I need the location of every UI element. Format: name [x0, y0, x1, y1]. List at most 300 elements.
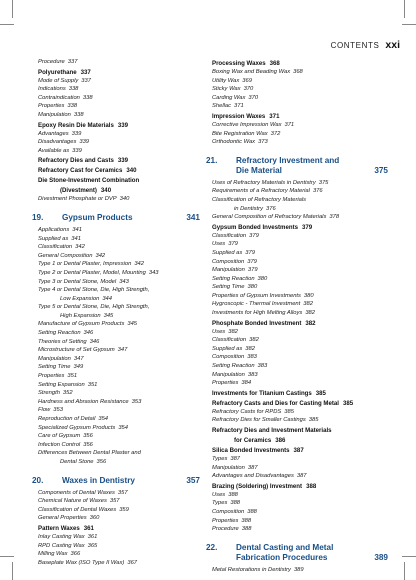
- entry-title: General Composition of Refractory Materials: [212, 214, 327, 221]
- entry-page-number: 385: [343, 399, 354, 407]
- entry-page-number: 378: [329, 214, 340, 221]
- entry-title: Setting Reaction: [212, 363, 255, 370]
- toc-entry: [212, 455, 388, 464]
- toc-entry: [212, 328, 388, 337]
- entry-page-number: 361: [83, 524, 94, 532]
- entry-page-number: 337: [80, 68, 91, 76]
- toc-entry: [38, 372, 200, 381]
- entry-title: Composition: [212, 354, 245, 361]
- entry-page-number: 382: [228, 328, 238, 335]
- toc-entry: [38, 398, 200, 407]
- entry-title: Refractory Dies and Investment Materials: [212, 427, 332, 434]
- entry-title: Hardness and Abrasion Resistance: [38, 398, 129, 405]
- entry-title: Epoxy Resin Die Materials: [38, 121, 114, 129]
- chapter-page-number: 389: [374, 552, 388, 562]
- entry-page-number: 375: [318, 179, 329, 186]
- toc-entry: [212, 371, 388, 380]
- entry-title: Setting Expansion: [38, 381, 85, 388]
- entry-page-number: 338: [68, 86, 79, 93]
- entry-page-number: 368: [269, 60, 280, 67]
- entry-page-number: 338: [67, 103, 78, 110]
- toc-entry: [38, 415, 200, 424]
- entry-page-number: 382: [249, 337, 259, 344]
- entry-page-number: 338: [82, 94, 93, 101]
- entry-page-number: 388: [306, 482, 317, 490]
- entry-title: Types: [212, 456, 228, 462]
- entry-page-number: 379: [302, 223, 313, 231]
- entry-title: Inlay Casting Wax: [38, 533, 85, 540]
- toc-entry: [212, 102, 388, 111]
- entry-title: (Divestment): [60, 187, 97, 195]
- entry-page-number: 360: [89, 515, 100, 522]
- entry-title: High Expansion: [60, 312, 101, 319]
- toc-entry: [212, 258, 388, 267]
- entry-title: Refractory Cast for Ceramics: [38, 167, 123, 175]
- entry-title: Brazing (Soldering) Investment: [212, 482, 303, 490]
- toc-entry: [212, 196, 388, 205]
- entry-page-number: 388: [241, 526, 252, 533]
- toc-entry: [38, 514, 200, 523]
- entry-title: Pattern Waxes: [38, 524, 80, 532]
- toc-entry: [212, 408, 388, 417]
- entry-title: Classification of Dental Waxes: [38, 506, 117, 513]
- crop-mark: [404, 562, 405, 580]
- chapter-page-number: 375: [374, 165, 388, 175]
- toc-entry: [212, 283, 388, 292]
- toc-entry: [38, 458, 200, 467]
- entry-title: Classification: [38, 244, 73, 251]
- entry-title: Die Stone-Investment Combination: [38, 177, 140, 185]
- toc-entry: [212, 187, 388, 196]
- toc-entry: [38, 346, 200, 355]
- chapter-number: 20.: [32, 475, 44, 485]
- entry-page-number: 389: [293, 566, 304, 573]
- toc-section-heading: [212, 389, 388, 398]
- entry-page-number: 349: [73, 364, 84, 371]
- toc-entry: [212, 292, 388, 301]
- entry-page-number: 339: [117, 121, 129, 129]
- entry-page-number: 345: [103, 312, 114, 319]
- entry-title: Advantages: [38, 130, 69, 137]
- chapter-number: 22.: [206, 542, 218, 552]
- entry-page-number: 380: [247, 284, 258, 291]
- toc-entry: [38, 278, 200, 287]
- entry-page-number: 385: [284, 408, 294, 415]
- chapter-title: Fabrication Procedures: [236, 552, 328, 562]
- entry-title: Differences Between Dental Plaster and: [38, 450, 141, 457]
- toc-entry: [212, 416, 388, 425]
- toc-section-heading: [212, 482, 388, 491]
- entry-page-number: 361: [87, 533, 98, 540]
- entry-title: Setting Reaction: [212, 275, 255, 282]
- entry-title: RPD Casting Wax: [38, 542, 85, 549]
- toc-entry: [38, 286, 200, 295]
- entry-page-number: 382: [305, 319, 316, 327]
- entry-page-number: 388: [230, 500, 241, 507]
- toc-entry: [212, 362, 388, 371]
- toc-entry: [38, 406, 200, 415]
- entry-page-number: 387: [293, 447, 304, 454]
- entry-title: Milling Wax: [38, 551, 68, 558]
- entry-title: Reproduction of Detail: [38, 416, 96, 422]
- toc-entry: [212, 77, 388, 86]
- entry-page-number: 351: [67, 373, 78, 380]
- toc-entry: [38, 338, 200, 347]
- chapter-page-number: 357: [186, 475, 200, 485]
- entry-title: General Properties: [38, 515, 87, 522]
- entry-page-number: 388: [228, 491, 238, 498]
- toc-entry: [212, 249, 388, 258]
- entry-page-number: 379: [249, 232, 259, 239]
- crop-mark: [0, 24, 14, 25]
- entry-page-number: 337: [67, 59, 78, 65]
- toc-section-heading: [212, 446, 388, 455]
- entry-page-number: 341: [72, 226, 82, 233]
- entry-page-number: 353: [53, 407, 63, 414]
- entry-title: Properties: [212, 517, 239, 524]
- toc-entry: [212, 508, 388, 517]
- toc-section-heading: [212, 59, 388, 68]
- toc-entry: [212, 205, 388, 214]
- toc-section-heading: [212, 223, 388, 232]
- toc-entry: [212, 121, 388, 130]
- entry-page-number: 385: [308, 417, 319, 424]
- entry-title: Bite Registration Wax: [212, 130, 268, 137]
- toc-section-heading: [38, 121, 200, 130]
- entry-title: Baseplate Wax (ISO Type II Wax): [38, 559, 125, 566]
- toc-entry: [38, 195, 200, 204]
- entry-page-number: 369: [242, 77, 252, 84]
- entry-page-number: 342: [75, 244, 85, 251]
- entry-page-number: 379: [247, 258, 257, 265]
- chapter-heading: [32, 212, 200, 223]
- entry-title: Properties: [38, 373, 65, 380]
- toc-entry: [38, 303, 200, 312]
- entry-page-number: 359: [119, 506, 129, 513]
- entry-title: Manipulation: [38, 111, 71, 118]
- entry-title: Polyurethane: [38, 68, 77, 76]
- entry-page-number: 382: [245, 345, 255, 352]
- chapter-heading: [32, 475, 200, 486]
- entry-page-number: 386: [275, 437, 286, 444]
- entry-page-number: 383: [257, 363, 268, 370]
- chapter-title: Waxes in Dentistry: [62, 475, 135, 485]
- toc-entry: [212, 464, 388, 473]
- toc-entry: [38, 355, 200, 364]
- header-page-number: xxi: [385, 39, 400, 51]
- chapter-title: Dental Casting and Metal: [236, 542, 334, 552]
- entry-title: Divestment Phosphate or DVP: [38, 196, 117, 203]
- entry-title: Hygroscopic - Thermal Investment: [212, 301, 301, 308]
- entry-page-number: 372: [270, 130, 281, 137]
- toc-entry: [38, 94, 200, 103]
- toc-entry: [212, 517, 388, 526]
- toc-entry: [212, 353, 388, 362]
- toc-entry: [38, 147, 200, 156]
- entry-page-number: 339: [72, 147, 82, 154]
- toc-section-heading: [38, 524, 200, 533]
- entry-title: Supplied as: [212, 249, 243, 256]
- header-label: CONTENTS: [330, 41, 380, 50]
- toc-entry: [38, 320, 200, 329]
- entry-page-number: 384: [241, 380, 252, 387]
- entry-page-number: 366: [70, 551, 81, 558]
- entry-title: Strength: [38, 390, 60, 397]
- entry-title: Specialized Gypsum Products: [38, 424, 116, 431]
- toc-section-heading: [38, 156, 200, 165]
- entry-title: Disadvantages: [38, 139, 77, 146]
- entry-title: Setting Time: [38, 364, 71, 371]
- crop-mark: [404, 0, 405, 18]
- entry-page-number: 371: [269, 112, 280, 120]
- entry-page-number: 382: [303, 301, 313, 308]
- toc-section-heading: [212, 112, 388, 121]
- toc-section-heading: [38, 186, 200, 195]
- entry-title: Procedure: [212, 526, 239, 533]
- toc-entry: [38, 542, 200, 551]
- entry-title: Indications: [38, 86, 66, 93]
- crop-mark: [402, 556, 416, 557]
- toc-entry: [38, 58, 200, 67]
- entry-page-number: 383: [247, 371, 258, 378]
- entry-page-number: 343: [119, 278, 129, 285]
- entry-title: Properties: [38, 103, 65, 110]
- toc-entry: [212, 566, 388, 575]
- entry-title: Refractory Dies for Smaller Castings: [212, 417, 306, 424]
- entry-title: Microstructure of Set Gypsum: [38, 347, 115, 354]
- crop-mark: [12, 0, 13, 18]
- toc-entry: [38, 295, 200, 304]
- entry-page-number: 367: [127, 559, 138, 566]
- entry-title: Applications: [38, 226, 70, 233]
- crop-mark: [12, 562, 13, 580]
- entry-page-number: 338: [73, 111, 84, 118]
- entry-title: Refractory Casts and Dies for Casting Metal: [212, 399, 339, 407]
- entry-title: in Dentistry: [234, 205, 263, 212]
- entry-title: Theories of Setting: [38, 338, 87, 345]
- entry-title: Uses of Refractory Materials in Dentistry: [212, 179, 316, 186]
- entry-page-number: 339: [79, 139, 90, 146]
- crop-mark: [0, 556, 14, 557]
- chapter-number: 21.: [206, 155, 218, 165]
- toc-section-heading: [38, 68, 200, 77]
- entry-page-number: 379: [247, 267, 258, 274]
- entry-title: Properties: [212, 380, 239, 387]
- entry-title: Utility Wax: [212, 77, 240, 84]
- toc-entry: [38, 441, 200, 450]
- toc-entry: [212, 85, 388, 94]
- entry-page-number: 387: [296, 473, 307, 480]
- entry-title: Classification: [212, 232, 247, 239]
- toc-entry: [212, 309, 388, 318]
- entry-page-number: 341: [71, 235, 81, 242]
- entry-page-number: 357: [117, 489, 128, 496]
- chapter-page-number: 341: [186, 212, 200, 222]
- entry-page-number: 370: [248, 94, 259, 101]
- toc-entry: [38, 363, 200, 372]
- entry-title: Manipulation: [212, 267, 245, 274]
- toc-entry: [212, 130, 388, 139]
- toc-entry: [38, 389, 200, 398]
- entry-title: Manipulation: [212, 464, 245, 471]
- entry-page-number: 365: [87, 542, 98, 549]
- toc-entry: [38, 252, 200, 261]
- entry-page-number: 344: [102, 295, 112, 302]
- entry-page-number: 339: [71, 130, 82, 137]
- toc-entry: [212, 345, 388, 354]
- toc-entry: [38, 550, 200, 559]
- entry-page-number: 345: [127, 321, 138, 328]
- toc-entry: [38, 381, 200, 390]
- toc-entry: [38, 111, 200, 120]
- toc-entry: [212, 499, 388, 508]
- entry-page-number: 347: [117, 347, 128, 354]
- entry-title: Type 1 or Dental Plaster, Impression: [38, 261, 132, 268]
- entry-title: Investments for Titanium Castings: [212, 389, 312, 397]
- toc-entry: [212, 240, 388, 249]
- chapter-title: Die Material: [236, 165, 282, 175]
- entry-title: Classification: [212, 337, 247, 344]
- entry-title: Metal Restorations in Dentistry: [212, 566, 291, 573]
- toc-section-heading: [212, 399, 388, 408]
- entry-title: Infection Control: [38, 441, 81, 448]
- chapter-title: Refractory Investment and: [236, 155, 340, 165]
- entry-title: Manipulation: [38, 355, 71, 362]
- entry-title: Refractory Casts for RPDS: [212, 408, 282, 415]
- toc-entry: [212, 94, 388, 103]
- toc-entry: [212, 179, 388, 188]
- entry-page-number: 379: [245, 249, 255, 256]
- entry-page-number: 353: [131, 398, 142, 405]
- entry-title: Supplied as: [38, 235, 69, 242]
- toc-entry: [38, 312, 200, 321]
- toc-entry: [38, 243, 200, 252]
- entry-page-number: 388: [247, 508, 257, 515]
- entry-page-number: 337: [81, 77, 91, 84]
- entry-title: Type 5 or Dental Stone, Die, High Strength,: [38, 304, 150, 311]
- toc-entry: [38, 85, 200, 94]
- entry-title: Properties of Gypsum Investments: [212, 292, 301, 299]
- entry-title: Requirements of a Refractory Material: [212, 188, 310, 195]
- entry-title: Flow: [38, 407, 51, 414]
- chapter-heading: [206, 542, 388, 563]
- entry-title: Supplied as: [212, 345, 243, 352]
- toc-entry: [212, 491, 388, 500]
- entry-page-number: 346: [89, 338, 100, 345]
- entry-title: Manufacture of Gypsum Products: [38, 321, 125, 328]
- toc-entry: [38, 489, 200, 498]
- entry-page-number: 342: [134, 261, 144, 268]
- entry-page-number: 347: [73, 355, 84, 362]
- entry-title: Uses: [212, 491, 226, 498]
- toc-entry: [38, 138, 200, 147]
- entry-title: Processing Waxes: [212, 60, 266, 67]
- entry-title: Type 2 or Dental Plaster, Model, Mounting: [38, 269, 146, 276]
- entry-page-number: 356: [83, 441, 93, 448]
- toc-entry: [38, 260, 200, 269]
- entry-page-number: 343: [148, 269, 159, 276]
- entry-title: Type 3 or Dental Stone, Model: [38, 278, 117, 285]
- entry-page-number: 340: [119, 196, 130, 203]
- toc-entry: [38, 102, 200, 111]
- entry-title: Setting Time: [212, 284, 245, 291]
- toc-entry: [212, 266, 388, 275]
- toc-entry: [38, 329, 200, 338]
- crop-mark: [402, 24, 416, 25]
- toc-section-heading: [212, 426, 388, 435]
- entry-page-number: 388: [241, 517, 252, 524]
- entry-title: Shellac: [212, 103, 232, 110]
- entry-title: General Composition: [38, 252, 93, 259]
- chapter-title: Gypsum Products: [62, 212, 133, 222]
- toc-entry: [38, 235, 200, 244]
- toc-entry: [212, 68, 388, 77]
- toc-entry: [38, 497, 200, 506]
- entry-page-number: 376: [312, 188, 323, 195]
- entry-page-number: 352: [62, 390, 73, 397]
- entry-title: Carding Wax: [212, 94, 246, 101]
- entry-page-number: 387: [247, 464, 258, 471]
- entry-page-number: 380: [303, 292, 314, 299]
- toc-entry: [212, 336, 388, 345]
- entry-page-number: 357: [109, 498, 120, 505]
- entry-title: Composition: [212, 508, 245, 515]
- chapter-number: 19.: [32, 212, 44, 222]
- entry-page-number: 354: [118, 424, 128, 431]
- entry-page-number: 376: [266, 205, 276, 212]
- entry-title: Phosphate Bonded Investment: [212, 319, 302, 327]
- entry-title: Available as: [38, 147, 70, 154]
- entry-page-number: 371: [234, 103, 244, 110]
- entry-title: for Ceramics: [234, 437, 272, 444]
- entry-title: Dental Stone: [60, 458, 94, 465]
- entry-title: Types: [212, 500, 228, 507]
- entry-page-number: 380: [257, 275, 268, 282]
- entry-title: Low Expansion: [60, 295, 100, 302]
- toc-entry: [212, 379, 388, 388]
- entry-title: Composition: [212, 258, 245, 265]
- entry-title: Silica Bonded Investments: [212, 447, 290, 454]
- entry-page-number: 340: [126, 167, 137, 175]
- entry-page-number: 339: [117, 157, 129, 165]
- entry-title: Classification of Refractory Materials: [212, 196, 307, 203]
- toc-entry: [212, 300, 388, 309]
- entry-page-number: 354: [98, 416, 109, 422]
- entry-title: Sticky Wax: [212, 86, 241, 93]
- entry-page-number: 373: [258, 139, 268, 146]
- entry-page-number: 368: [293, 69, 303, 75]
- entry-title: Contraindication: [38, 94, 80, 101]
- toc-entry: [38, 432, 200, 441]
- entry-page-number: 356: [83, 433, 93, 440]
- entry-page-number: 351: [87, 381, 98, 388]
- entry-page-number: 385: [315, 389, 326, 397]
- chapter-heading: [206, 155, 388, 176]
- entry-title: Components of Dental Waxes: [38, 489, 115, 496]
- toc-entry: [212, 232, 388, 241]
- toc-entry: [38, 449, 200, 458]
- toc-entry: [212, 472, 388, 481]
- entry-page-number: 340: [100, 187, 112, 195]
- entry-title: Impression Waxes: [212, 112, 266, 120]
- toc-left-column: [32, 58, 200, 567]
- toc-entry: [38, 506, 200, 515]
- toc-section-heading: [212, 436, 388, 445]
- toc-entry: [212, 138, 388, 147]
- toc-entry: [38, 226, 200, 235]
- entry-title: Procedure: [38, 59, 65, 65]
- entry-title: Uses: [212, 328, 226, 335]
